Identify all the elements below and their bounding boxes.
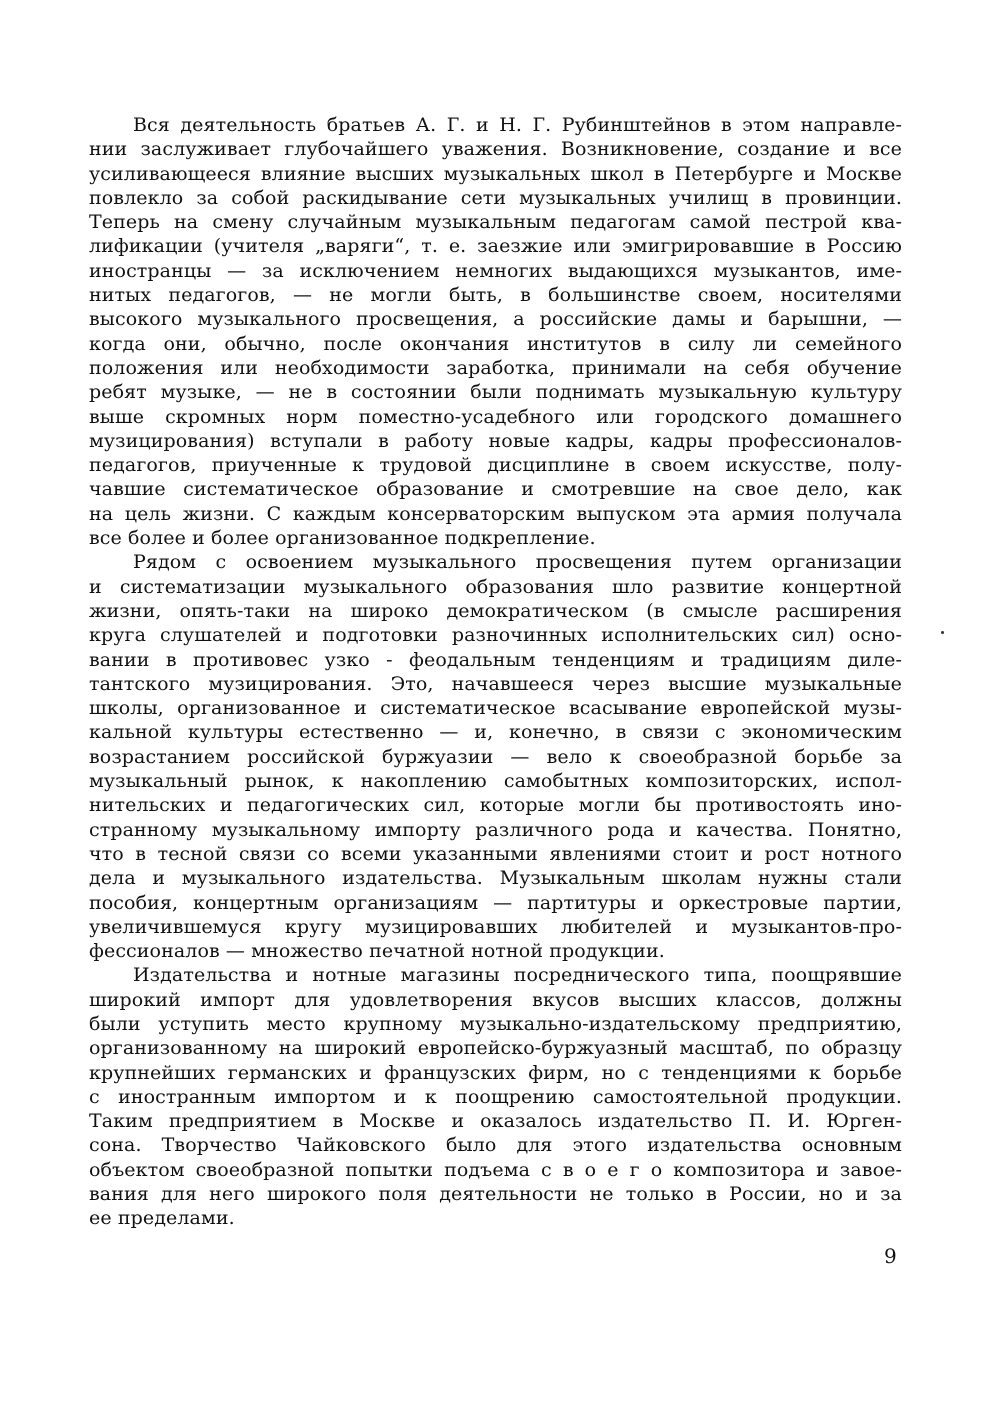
text-line: ее пределами. [89, 1207, 235, 1230]
text-line: тантского музицирования. Это, начавшееся через высшие музыкальные [89, 672, 902, 695]
text-line: организованному на широкий европейско-буржуазный масштаб, по образцу [89, 1037, 902, 1060]
text-line: положения или необходимости заработка, принимали на себя обучение [89, 356, 902, 379]
paragraph [89, 113, 902, 550]
paragraph [89, 550, 902, 963]
text-line: странному музыкальному импорту различного рода и качества. Понятно, [89, 818, 902, 841]
text-line: музицирования) вступали в работу новые кадры, кадры профессионалов- [89, 429, 902, 452]
text-line: круга слушателей и подготовки разночинных исполнительских сил) осно- [89, 624, 902, 647]
text-line: фессионалов — множество печатной нотной продукции. [89, 940, 665, 963]
text-line: Таким предприятием в Москве и оказалось издательство П. И. Юрген- [89, 1110, 902, 1133]
text-line: Рядом с освоением музыкального просвещения путем организации [133, 551, 902, 574]
text-line: высокого музыкального просвещения, а российские дамы и барышни, — [89, 308, 902, 331]
text-line: когда они, обычно, после окончания институтов в силу ли семейного [89, 332, 902, 355]
text-line: были уступить место крупному музыкально-издательскому предприятию, [89, 1012, 902, 1035]
text-line: объектом своеобразной попытки подъема с в о е г о композитора и завое- [89, 1158, 902, 1181]
text-line: педагогов, приученные к трудовой дисциплине в своем искусстве, полу- [89, 454, 902, 477]
text-line: и систематизации музыкального образования шло развитие концертной [89, 575, 902, 598]
text-line: лификации (учителя „варяги“, т. е. заезжие или эмигрировавшие в Россию [89, 235, 902, 258]
text-line: школы, организованное и систематическое всасывание европейской музы- [89, 697, 902, 720]
text-line: нитых педагогов, — не могли быть, в большинстве своем, носителями [89, 284, 902, 307]
text-line: музыкальный рынок, к накоплению самобытных композиторских, испол- [89, 770, 902, 793]
text-line: что в тесной связи со всеми указанными явлениями стоит и рост нотного [89, 842, 902, 865]
text-line: выше скромных норм поместно-усадебного или городского домашнего [89, 405, 902, 428]
text-line: Вся деятельность братьев А. Г. и Н. Г. Рубинштейнов в этом направле- [133, 114, 902, 136]
text-line: широкий импорт для удовлетворения вкусов высших классов, должны [89, 988, 902, 1011]
text-line: с иностранным импортом и к поощрению самостоятельной продукции. [89, 1085, 902, 1108]
text-line: жизни, опять-таки на широко демократическом (в смысле расширения [89, 599, 902, 622]
text-line: повлекло за собой раскидывание сети музыкальных училищ в провинции. [89, 186, 902, 209]
text-line: кальной культуры естественно — и, конечно, в связи с экономическим [89, 721, 902, 744]
text-line: вания для него широкого поля деятельности не только в России, но и за [89, 1183, 902, 1206]
text-line: все более и более организованное подкрепление. [89, 527, 596, 550]
page-number: 9 [884, 1244, 897, 1268]
text-line: иностранцы — за исключением немногих выдающихся музыкантов, име- [89, 259, 902, 282]
text-line: Теперь на смену случайным музыкальным педагогам самой пестрой ква- [89, 211, 902, 234]
text-line: нии заслуживает глубочайшего уважения. Возникновение, создание и все [89, 138, 902, 161]
print-speck [941, 631, 944, 634]
text-line: усиливающееся влияние высших музыкальных школ в Петербурге и Москве [89, 162, 902, 185]
text-line: увеличившемуся кругу музицировавших любителей и музыкантов-про- [89, 915, 902, 938]
text-line: пособия, концертным организациям — партитуры и оркестровые партии, [89, 891, 902, 914]
text-line: ребят музыке, — не в состоянии были поднимать музыкальную культуру [89, 381, 902, 404]
text-line: на цель жизни. С каждым консерваторским выпуском эта армия получала [89, 502, 902, 525]
text-line: вании в противовес узко - феодальным тенденциям и традициям диле- [89, 648, 902, 671]
text-line: нительских и педагогических сил, которые могли бы противостоять ино- [89, 794, 902, 817]
text-line: возрастанием российской буржуазии — вело к своеобразной борьбе за [89, 745, 902, 768]
body-text [89, 113, 902, 1231]
text-line: чавшие систематическое образование и смотревшие на свое дело, как [89, 478, 902, 501]
paragraph [89, 963, 902, 1230]
text-line: дела и музыкального издательства. Музыкальным школам нужны стали [89, 867, 902, 890]
text-line: крупнейших германских и французских фирм, но с тенденциями к борьбе [89, 1061, 902, 1084]
text-line: сона. Творчество Чайковского было для этого издательства основным [89, 1134, 902, 1157]
text-line: Издательства и нотные магазины посреднического типа, поощрявшие [133, 964, 902, 987]
